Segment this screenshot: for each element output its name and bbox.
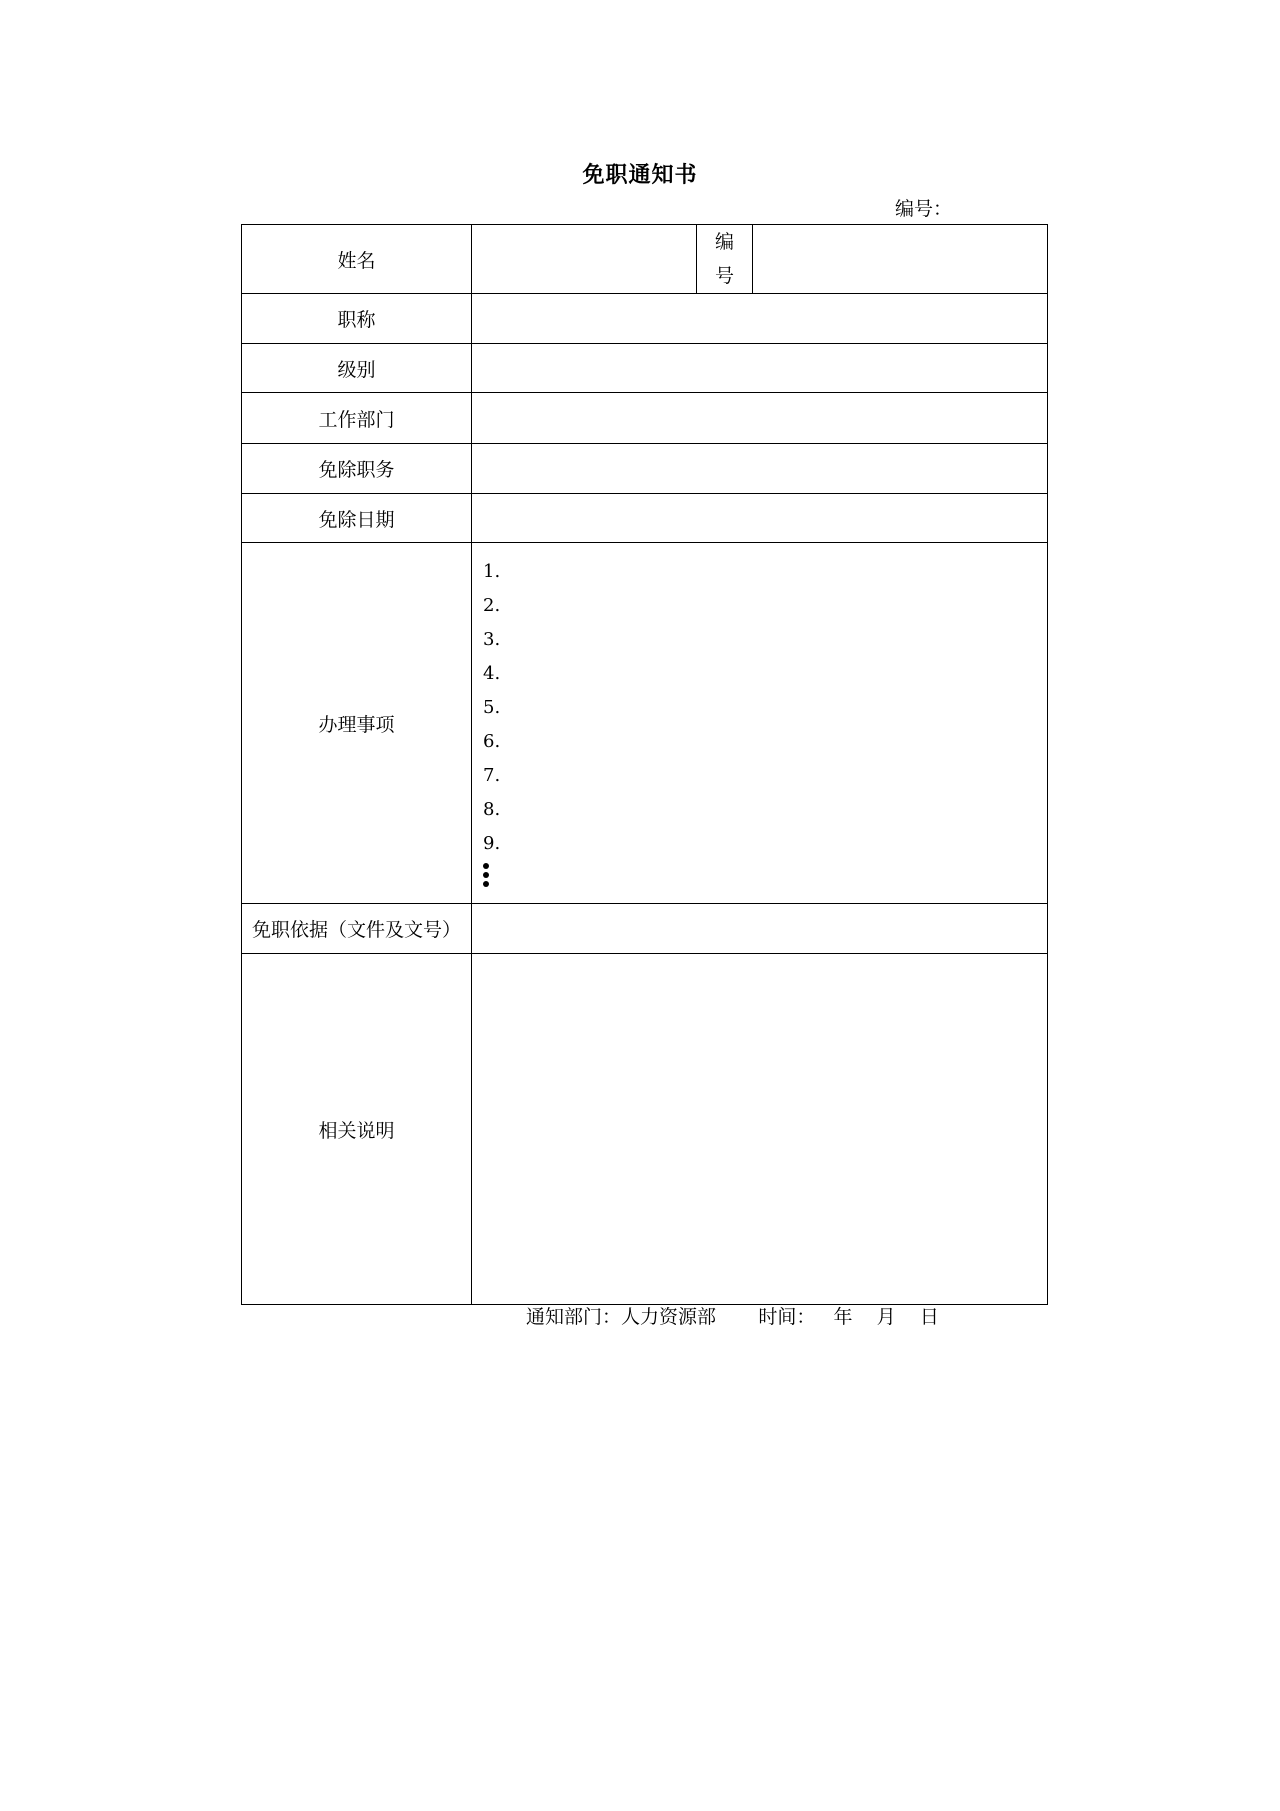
tasks-field[interactable]: [472, 543, 1048, 904]
footer-day: 日: [919, 1306, 939, 1328]
removed-position-label: 免除职务: [242, 444, 472, 494]
name-label: 姓名: [242, 225, 472, 294]
document-title: 免职通知书: [582, 163, 698, 188]
row-name: [242, 225, 1048, 294]
task-item: 5.: [483, 697, 501, 718]
level-label: 级别: [242, 344, 472, 393]
code-label-line2: 号: [714, 265, 734, 287]
removal-date-field[interactable]: [472, 494, 1048, 543]
row-removed-position: [242, 444, 1048, 494]
task-item: 1.: [483, 561, 501, 582]
row-basis: [242, 904, 1048, 954]
row-removal-date: [242, 494, 1048, 543]
footer-month: 月: [876, 1306, 896, 1328]
vertical-ellipsis-icon: [483, 863, 491, 890]
level-field[interactable]: [472, 344, 1048, 393]
code-label-line1: 编: [714, 231, 734, 253]
row-title: [242, 294, 1048, 344]
dismissal-form-table: [241, 224, 1048, 1305]
task-item: 3.: [483, 629, 501, 650]
tasks-label: 办理事项: [242, 543, 472, 904]
footer-dept-value: 人力资源部: [621, 1306, 717, 1328]
row-department: [242, 393, 1048, 444]
department-label: 工作部门: [242, 393, 472, 444]
code-label: [697, 225, 753, 294]
title-field[interactable]: [472, 294, 1048, 344]
task-item: 2.: [483, 595, 501, 616]
tasks-list: [472, 543, 1047, 903]
code-field[interactable]: [753, 225, 1048, 294]
continuation-dots: [483, 861, 1047, 895]
row-level: [242, 344, 1048, 393]
task-item: 8.: [483, 799, 501, 820]
removed-position-field[interactable]: [472, 444, 1048, 494]
task-item: 4.: [483, 663, 501, 684]
name-field[interactable]: [472, 225, 697, 294]
row-notes: [242, 954, 1048, 1305]
basis-field[interactable]: [472, 904, 1048, 954]
task-item: 7.: [483, 765, 501, 786]
footer: [526, 1302, 939, 1329]
row-tasks: [242, 543, 1048, 904]
task-item: 9.: [483, 833, 501, 854]
task-item: 6.: [483, 731, 501, 752]
removal-date-label: 免除日期: [242, 494, 472, 543]
basis-label: 免职依据（文件及文号）: [242, 904, 472, 954]
footer-dept-label: 通知部门：: [526, 1306, 622, 1328]
notes-field[interactable]: [472, 954, 1048, 1305]
title-label: 职称: [242, 294, 472, 344]
footer-year: 年: [833, 1306, 853, 1328]
serial-number-label: 编号：: [895, 198, 953, 220]
footer-time-label: 时间：: [758, 1306, 816, 1328]
department-field[interactable]: [472, 393, 1048, 444]
notes-label: 相关说明: [242, 954, 472, 1305]
